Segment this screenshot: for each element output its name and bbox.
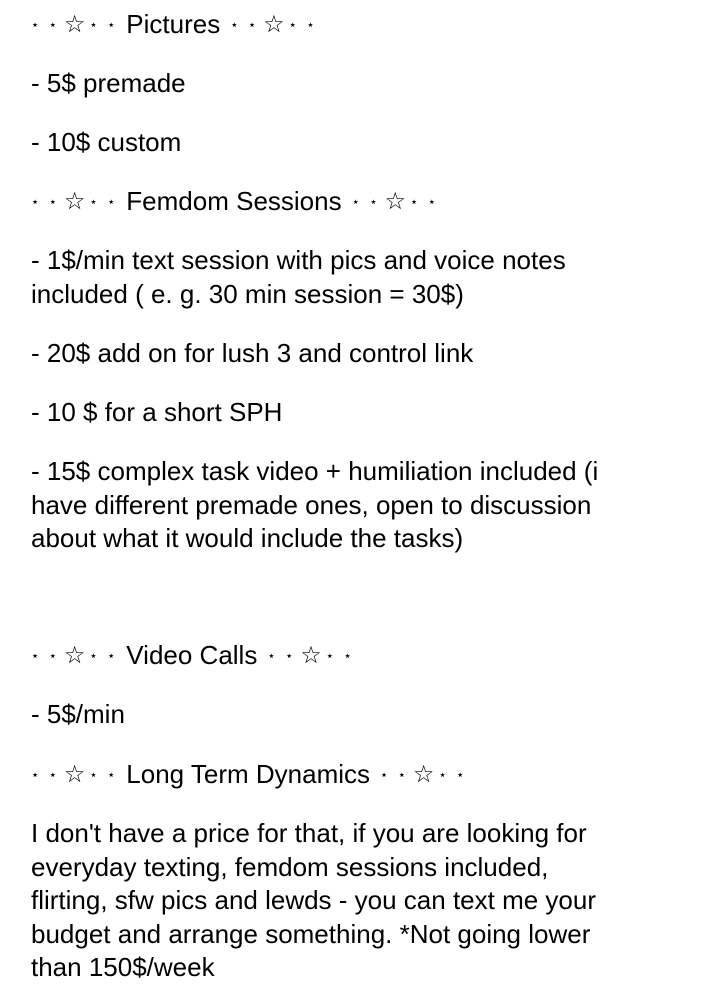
text-line: flirting, sfw pics and lewds - you can text me your [31, 885, 597, 915]
list-item [31, 244, 711, 311]
star-icon: ☆ [63, 10, 86, 38]
list-item: - 20$ add on for lush 3 and control link [31, 338, 474, 368]
section-heading-video-calls [31, 639, 701, 672]
list-item: - 10 $ for a short SPH [31, 397, 283, 427]
dots-ornament: ⋆ ⋆ [31, 194, 60, 209]
text-line: - 15$ complex task video + humiliation included (i [31, 456, 599, 486]
section-title: Video Calls [126, 640, 258, 670]
list-item: - 5$ premade [31, 68, 186, 98]
text-line: budget and arrange something. *Not going lower [31, 918, 591, 949]
star-icon: ☆ [63, 187, 86, 215]
star-icon: ☆ [263, 10, 285, 38]
list-item [31, 455, 711, 556]
section-title: Long Term Dynamics [126, 759, 371, 789]
star-icon: ☆ [63, 641, 86, 669]
text-line: than 150$/week [31, 952, 215, 982]
section-heading-pictures [31, 8, 701, 41]
dots-ornament: ⋆ ⋆ [325, 648, 355, 663]
star-icon: ☆ [300, 641, 322, 669]
text-line: included ( e. g. 30 min session = 30$) [31, 278, 464, 309]
dots-ornament: ⋆ ⋆ [89, 648, 119, 663]
list-item: - 5$/min [31, 699, 125, 729]
dots-ornament: ⋆ ⋆ [31, 17, 60, 32]
dots-ornament: ⋆ ⋆ [230, 17, 260, 32]
text-line: have different premade ones, open to discussion [31, 489, 592, 520]
text-line: I don't have a price for that, if you are looking for [31, 818, 587, 848]
dots-ornament: ⋆ ⋆ [267, 648, 297, 663]
dots-ornament: ⋆ ⋆ [410, 194, 439, 209]
list-item: - 10$ custom [31, 127, 182, 157]
section-heading-femdom [31, 185, 701, 218]
star-icon: ☆ [384, 187, 407, 215]
text-line: about what it would include the tasks) [31, 523, 464, 553]
section-heading-long-term [31, 758, 701, 791]
section-title: Pictures [126, 9, 221, 39]
star-icon: ☆ [412, 760, 435, 788]
long-term-description [31, 817, 711, 985]
text-line: - 1$/min text session with pics and voice notes [31, 245, 566, 275]
dots-ornament: ⋆ ⋆ [31, 648, 60, 663]
section-title: Femdom Sessions [126, 186, 342, 216]
text-line: everyday texting, femdom sessions included, [31, 851, 549, 882]
dots-ornament: ⋆ ⋆ [89, 767, 119, 782]
dots-ornament: ⋆ ⋆ [31, 767, 60, 782]
dots-ornament: ⋆ ⋆ [380, 767, 409, 782]
dots-ornament: ⋆ ⋆ [351, 194, 381, 209]
dots-ornament: ⋆ ⋆ [89, 17, 119, 32]
dots-ornament: ⋆ ⋆ [438, 767, 468, 782]
dots-ornament: ⋆ ⋆ [89, 194, 119, 209]
dots-ornament: ⋆ ⋆ [288, 17, 318, 32]
star-icon: ☆ [63, 760, 86, 788]
